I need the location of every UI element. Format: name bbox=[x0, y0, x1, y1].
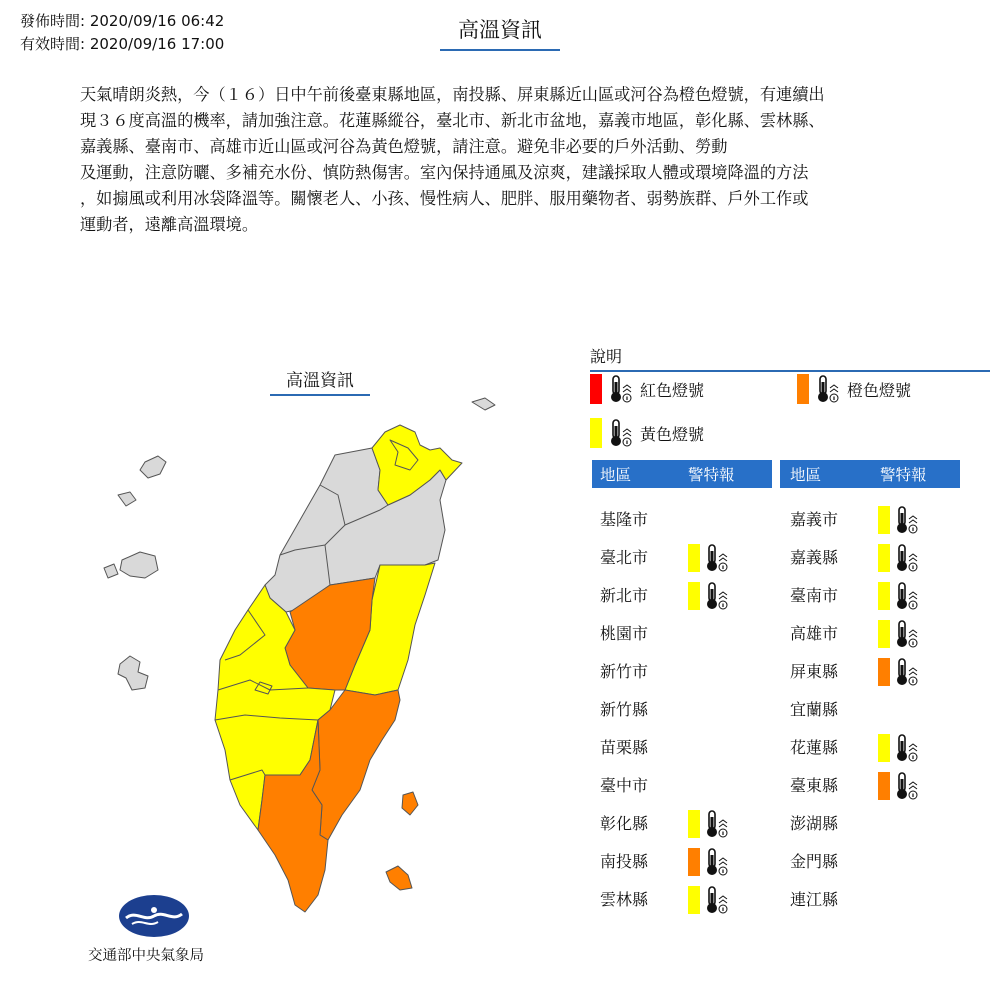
legend-red-label: 紅色燈號 bbox=[640, 380, 705, 400]
alert-swatch bbox=[878, 544, 890, 572]
region-name: 宜蘭縣 bbox=[790, 700, 839, 719]
thermometer-icon bbox=[704, 543, 730, 573]
region-name: 新竹縣 bbox=[600, 700, 649, 719]
alert-swatch bbox=[878, 658, 890, 686]
map-island-penghu bbox=[118, 656, 148, 690]
table-header-left bbox=[592, 460, 772, 488]
map-island-orchid bbox=[386, 866, 412, 890]
description-line: 天氣晴朗炎熱，今（１６）日中午前後臺東縣地區，南投縣、屏東縣近山區或河谷為橙色燈號，有連續出 bbox=[80, 85, 825, 104]
region-name: 苗栗縣 bbox=[600, 738, 649, 757]
alert-swatch bbox=[688, 582, 700, 610]
alert-swatch bbox=[878, 772, 890, 800]
description-line: ，如搧風或利用冰袋降溫等。關懷老人、小孩、慢性病人、肥胖、服用藥物者、弱勢族群、戶外工作或 bbox=[80, 189, 809, 208]
valid-time-label: 有效時間: bbox=[20, 35, 86, 53]
page-title: 高溫資訊 bbox=[440, 14, 560, 51]
legend-red bbox=[590, 372, 704, 406]
valid-time-row bbox=[20, 33, 224, 55]
alert-swatch bbox=[878, 582, 890, 610]
column-header-region: 地區 bbox=[600, 466, 632, 484]
alert-yellow bbox=[878, 543, 926, 573]
thermometer-icon bbox=[894, 581, 920, 611]
region-name: 臺中市 bbox=[600, 776, 649, 795]
table-header-right bbox=[780, 460, 960, 488]
alert-yellow bbox=[688, 809, 736, 839]
region-name: 澎湖縣 bbox=[790, 814, 839, 833]
description-line: 及運動，注意防曬、多補充水份、慎防熱傷害。室內保持通風及涼爽，建議採取人體或環境降溫的方法 bbox=[80, 163, 809, 182]
alert-orange bbox=[688, 847, 736, 877]
issue-time-label: 發佈時間: bbox=[20, 12, 86, 30]
alert-swatch bbox=[878, 734, 890, 762]
alert-yellow bbox=[878, 619, 926, 649]
legend-orange bbox=[797, 372, 911, 406]
thermometer-icon bbox=[894, 657, 920, 687]
alert-yellow bbox=[878, 505, 926, 535]
region-name: 新北市 bbox=[600, 586, 649, 605]
region-name: 臺北市 bbox=[600, 548, 649, 567]
warning-description bbox=[80, 82, 930, 238]
alert-swatch bbox=[688, 810, 700, 838]
thermometer-icon bbox=[704, 581, 730, 611]
thermometer-icon bbox=[894, 505, 920, 535]
thermometer-icon bbox=[608, 374, 634, 404]
alert-yellow bbox=[878, 581, 926, 611]
legend-red-swatch bbox=[590, 374, 602, 404]
map-title: 高溫資訊 bbox=[270, 366, 370, 396]
legend-yellow bbox=[590, 416, 704, 450]
region-name: 嘉義市 bbox=[790, 510, 839, 529]
region-name: 金門縣 bbox=[790, 852, 839, 871]
region-name: 雲林縣 bbox=[600, 890, 649, 909]
description-line: 運動者，遠離高溫環境。 bbox=[80, 215, 259, 234]
legend-orange-swatch bbox=[797, 374, 809, 404]
thermometer-icon bbox=[894, 771, 920, 801]
valid-time-value: 2020/09/16 17:00 bbox=[89, 35, 225, 53]
region-name: 新竹市 bbox=[600, 662, 649, 681]
region-name: 屏東縣 bbox=[790, 662, 839, 681]
issue-time-value: 2020/09/16 06:42 bbox=[89, 12, 225, 30]
agency-name: 交通部中央氣象局 bbox=[88, 948, 204, 964]
thermometer-icon bbox=[608, 418, 634, 448]
taiwan-map bbox=[0, 380, 560, 940]
thermometer-icon bbox=[704, 885, 730, 915]
column-header-alert: 警特報 bbox=[688, 466, 735, 484]
alert-yellow bbox=[688, 543, 736, 573]
legend-yellow-label: 黃色燈號 bbox=[640, 424, 705, 444]
column-header-region: 地區 bbox=[790, 466, 822, 484]
thermometer-icon bbox=[704, 809, 730, 839]
region-name: 基隆市 bbox=[600, 510, 649, 529]
region-name: 連江縣 bbox=[790, 890, 839, 909]
thermometer-icon bbox=[894, 733, 920, 763]
alert-swatch bbox=[878, 620, 890, 648]
region-name: 臺南市 bbox=[790, 586, 839, 605]
alert-orange bbox=[878, 657, 926, 687]
legend-yellow-swatch bbox=[590, 418, 602, 448]
thermometer-icon bbox=[894, 619, 920, 649]
alert-yellow bbox=[878, 733, 926, 763]
region-name: 南投縣 bbox=[600, 852, 649, 871]
legend-orange-label: 橙色燈號 bbox=[847, 380, 912, 400]
alert-orange bbox=[878, 771, 926, 801]
description-line: 嘉義縣、臺南市、高雄市近山區或河谷為黃色燈號，請注意。避免非必要的戶外活動、勞動 bbox=[80, 137, 728, 156]
alert-swatch bbox=[878, 506, 890, 534]
map-island-guishan bbox=[472, 398, 495, 410]
column-header-alert: 警特報 bbox=[880, 466, 927, 484]
region-name: 花蓮縣 bbox=[790, 738, 839, 757]
region-name: 彰化縣 bbox=[600, 814, 649, 833]
region-name: 桃園市 bbox=[600, 624, 649, 643]
alert-swatch bbox=[688, 544, 700, 572]
cwb-logo bbox=[118, 894, 190, 938]
legend-title: 說明 bbox=[590, 344, 990, 372]
thermometer-icon bbox=[894, 543, 920, 573]
description-line: 現３６度高溫的機率，請加強注意。花蓮縣縱谷，臺北市、新北市盆地，嘉義市地區，彰化縣、雲林縣、 bbox=[80, 111, 825, 130]
alert-yellow bbox=[688, 885, 736, 915]
map-island-green bbox=[402, 792, 418, 815]
region-name: 嘉義縣 bbox=[790, 548, 839, 567]
alert-swatch bbox=[688, 848, 700, 876]
thermometer-icon bbox=[815, 374, 841, 404]
thermometer-icon bbox=[704, 847, 730, 877]
map-island-matsu bbox=[118, 456, 166, 506]
region-name: 臺東縣 bbox=[790, 776, 839, 795]
alert-yellow bbox=[688, 581, 736, 611]
issue-time-row bbox=[20, 10, 224, 32]
alert-swatch bbox=[688, 886, 700, 914]
region-name: 高雄市 bbox=[790, 624, 839, 643]
map-island-kinmen bbox=[104, 552, 158, 578]
